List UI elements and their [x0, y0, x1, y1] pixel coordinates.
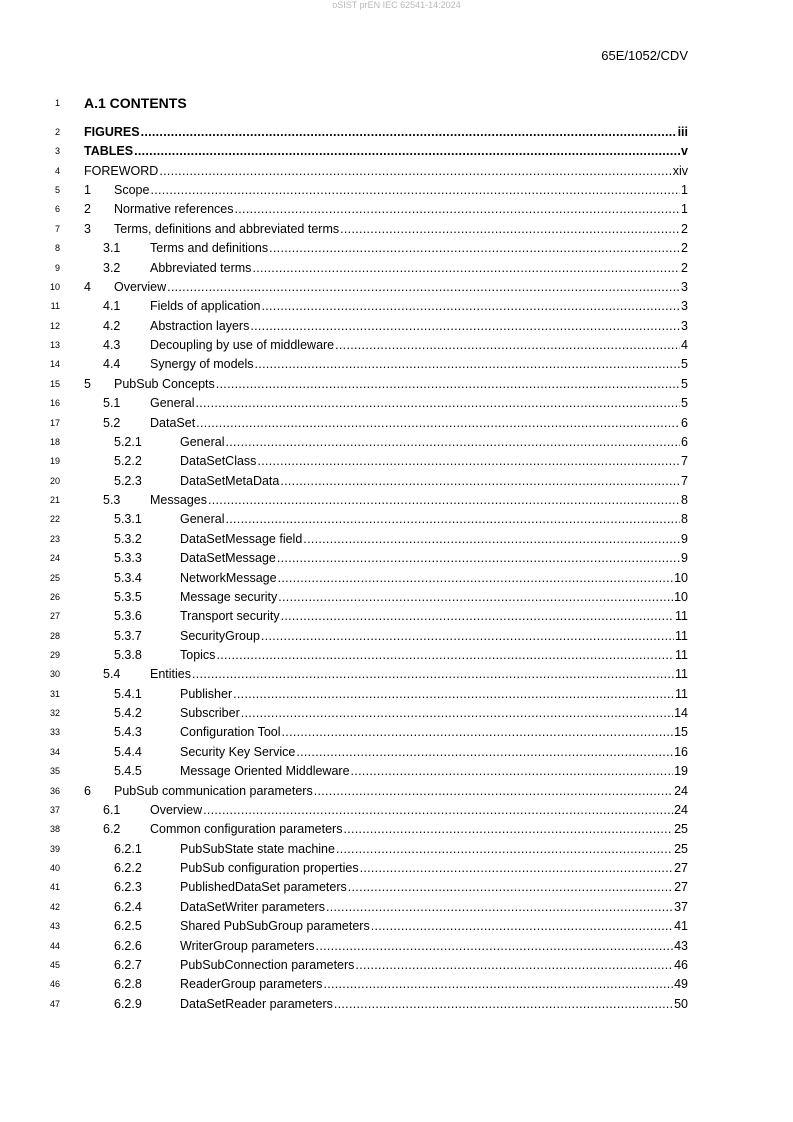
line-number: 18 [49, 436, 60, 447]
toc-entry-title: NetworkMessage [180, 570, 277, 585]
line-number: 1 [54, 98, 60, 108]
line-number: 26 [49, 591, 60, 602]
toc-page-number: 10 [674, 570, 688, 585]
toc-entry[interactable] [0, 376, 793, 392]
toc-entry[interactable] [0, 899, 793, 915]
toc-page-number: 1 [681, 183, 688, 198]
toc-page-number: 2 [681, 221, 688, 236]
toc-entry[interactable] [0, 724, 793, 740]
toc-entry[interactable] [0, 337, 793, 353]
toc-section-number: 3.2 [103, 260, 121, 275]
toc-entry-title: DataSetMetaData [180, 473, 280, 488]
dot-leader [371, 918, 673, 934]
toc-section-number: 2 [84, 202, 91, 217]
toc-section-number: 6.2.4 [114, 899, 142, 914]
toc-page-number: 46 [674, 957, 688, 972]
toc-entry-title: TABLES [84, 144, 134, 159]
line-number: 17 [49, 417, 60, 428]
line-number: 45 [49, 959, 60, 970]
toc-entry[interactable] [0, 570, 793, 586]
toc-entry[interactable] [0, 686, 793, 702]
toc-entry-title: PubSubConnection parameters [180, 957, 355, 972]
toc-entry[interactable] [0, 163, 793, 179]
toc-entry-title: DataSetClass [180, 454, 257, 469]
toc-entry-title: Normative references [114, 202, 234, 217]
toc-entry-title: Entities [150, 667, 191, 682]
toc-entry-title: General [150, 396, 195, 411]
toc-page-number: 6 [681, 434, 688, 449]
dot-leader [216, 647, 674, 663]
line-number: 21 [49, 495, 60, 506]
toc-section-number: 5.3.8 [114, 647, 142, 662]
toc-page-number: 6 [681, 415, 688, 430]
line-number: 22 [49, 514, 60, 525]
line-number: 24 [49, 553, 60, 564]
dot-leader [340, 221, 680, 237]
toc-entry-title: SecurityGroup [180, 628, 260, 643]
dot-leader [281, 608, 674, 624]
line-number: 10 [49, 281, 60, 292]
toc-entry-title: PublishedDataSet parameters [180, 880, 347, 895]
toc-section-number: 6.2.8 [114, 977, 142, 992]
toc-entry[interactable] [0, 298, 793, 314]
toc-page-number: 25 [674, 822, 688, 837]
toc-entry[interactable] [0, 976, 793, 992]
toc-section-number: 5.3.5 [114, 589, 142, 604]
toc-entry[interactable] [0, 589, 793, 605]
toc-entry-title: PubSubState state machine [180, 841, 335, 856]
dot-leader [335, 337, 680, 353]
toc-entry-title: PubSub Concepts [114, 376, 215, 391]
toc-entry-title: DataSetMessage [180, 551, 276, 566]
toc-entry-title: Scope [114, 183, 150, 198]
toc-entry-title: Fields of application [150, 299, 261, 314]
toc-page-number: 25 [674, 841, 688, 856]
line-number: 32 [49, 708, 60, 719]
toc-page-number: 15 [674, 725, 688, 740]
dot-leader [150, 182, 680, 198]
dot-leader [159, 163, 671, 179]
dot-leader [208, 492, 680, 508]
toc-entry[interactable] [0, 705, 793, 721]
toc-entry-title: Common configuration parameters [150, 822, 343, 837]
toc-entry[interactable] [0, 879, 793, 895]
line-number: 36 [49, 785, 60, 796]
toc-section-number: 4 [84, 279, 91, 294]
toc-entry[interactable] [0, 240, 793, 256]
toc-section-number: 6.2.9 [114, 996, 142, 1011]
toc-section-number: 5.3.2 [114, 531, 142, 546]
toc-page-number: 49 [674, 977, 688, 992]
line-number: 38 [49, 824, 60, 835]
line-number: 40 [49, 863, 60, 874]
toc-entry[interactable] [0, 473, 793, 489]
line-number: 44 [49, 940, 60, 951]
toc-entry[interactable] [0, 318, 793, 334]
toc-page-number: 10 [674, 589, 688, 604]
toc-section-number: 5.4.2 [114, 706, 142, 721]
dot-leader [316, 938, 674, 954]
line-number: 37 [49, 804, 60, 815]
toc-entry[interactable] [0, 783, 793, 799]
dot-leader [334, 996, 673, 1012]
toc-entry[interactable] [0, 201, 793, 217]
dot-leader [326, 899, 673, 915]
toc-page-number: 3 [681, 279, 688, 294]
toc-entry[interactable] [0, 415, 793, 431]
document-id: 65E/1052/CDV [601, 48, 688, 63]
line-number: 2 [54, 127, 60, 137]
dot-leader [323, 976, 673, 992]
toc-page-number: 7 [681, 454, 688, 469]
line-number: 6 [54, 204, 60, 215]
toc-entry[interactable] [0, 182, 793, 198]
toc-page-number: 24 [674, 802, 688, 817]
toc-section-number: 5.3.7 [114, 628, 142, 643]
line-number: 47 [49, 998, 60, 1009]
toc-entry[interactable] [0, 221, 793, 237]
line-number: 8 [54, 243, 60, 254]
toc-section-number: 3 [84, 221, 91, 236]
dot-leader [235, 201, 681, 217]
toc-section-number: 6.2.6 [114, 938, 142, 953]
line-number: 9 [54, 262, 60, 273]
toc-entry[interactable] [0, 608, 793, 624]
line-number: 12 [49, 320, 60, 331]
toc-page-number: 24 [674, 783, 688, 798]
line-number: 39 [49, 843, 60, 854]
line-number: 7 [54, 223, 60, 234]
toc-page-number: 7 [681, 473, 688, 488]
toc-page-number: iii [677, 125, 688, 139]
toc-section-number: 6.2 [103, 822, 121, 837]
toc-page-number: 2 [681, 241, 688, 256]
dot-leader [343, 821, 673, 837]
toc-page-number: 9 [681, 531, 688, 546]
toc-section-number: 1 [84, 183, 91, 198]
toc-entry-title: Decoupling by use of middleware [150, 338, 335, 353]
toc-entry[interactable] [0, 628, 793, 644]
dot-leader [303, 531, 680, 547]
toc-entry-title: FOREWORD [84, 163, 159, 178]
line-number: 5 [54, 185, 60, 196]
toc-entry-title: Configuration Tool [180, 725, 281, 740]
line-number: 13 [49, 340, 60, 351]
dot-leader [225, 511, 680, 527]
toc-entry[interactable] [0, 860, 793, 876]
contents-title: A.1 CONTENTS [84, 95, 187, 111]
toc-entry-title: Topics [180, 647, 216, 662]
toc-entry[interactable] [0, 821, 793, 837]
toc-section-number: 4.4 [103, 357, 121, 372]
toc-entry-title: Synergy of models [150, 357, 254, 372]
toc-entry-title: General [180, 512, 225, 527]
dot-leader [336, 841, 673, 857]
line-number: 34 [49, 746, 60, 757]
line-number: 19 [49, 456, 60, 467]
line-number: 29 [49, 649, 60, 660]
toc-entry-title: DataSetReader parameters [180, 996, 333, 1011]
toc-page-number: v [681, 144, 688, 159]
dot-leader [314, 783, 673, 799]
toc-section-number: 5.2.2 [114, 454, 142, 469]
dot-leader [167, 279, 680, 295]
line-number: 35 [49, 766, 60, 777]
toc-entry[interactable] [0, 938, 793, 954]
toc-page-number: 27 [674, 861, 688, 876]
dot-leader [250, 318, 680, 334]
toc-section-number: 6.2.1 [114, 841, 142, 856]
toc-section-number: 5.3.1 [114, 512, 142, 527]
toc-entry-title: Terms, definitions and abbreviated terms [114, 221, 340, 236]
toc-entry[interactable] [0, 511, 793, 527]
toc-entry-title: Terms and definitions [150, 241, 269, 256]
toc-section-number: 5.3.6 [114, 609, 142, 624]
toc-page-number: 43 [674, 938, 688, 953]
toc-page-number: 5 [681, 376, 688, 391]
toc-entry-title: Security Key Service [180, 744, 296, 759]
toc-entry-title: ReaderGroup parameters [180, 977, 323, 992]
dot-leader [351, 763, 674, 779]
dot-leader [280, 473, 680, 489]
line-number: 15 [49, 378, 60, 389]
dot-leader [296, 744, 673, 760]
toc-section-number: 5.2.1 [114, 434, 142, 449]
dot-leader [134, 143, 680, 159]
dot-leader [252, 260, 680, 276]
toc-section-number: 5.3.4 [114, 570, 142, 585]
toc-section-number: 5.1 [103, 396, 121, 411]
toc-entry-title: Abstraction layers [150, 318, 250, 333]
toc-section-number: 6.2.7 [114, 957, 142, 972]
dot-leader [192, 666, 674, 682]
toc-section-number: 5.4.1 [114, 686, 142, 701]
toc-entry-title: DataSetWriter parameters [180, 899, 325, 914]
toc-section-number: 3.1 [103, 241, 121, 256]
toc-entry-title: FIGURES [84, 125, 140, 139]
toc-entry[interactable] [0, 124, 793, 140]
toc-section-number: 5.3.3 [114, 551, 142, 566]
toc-entry-title: DataSet [150, 415, 196, 430]
toc-entry-title: Message security [180, 589, 278, 604]
toc-section-number: 6 [84, 783, 91, 798]
dot-leader [278, 589, 673, 605]
toc-entry[interactable] [0, 279, 793, 295]
dot-leader [203, 802, 673, 818]
line-number: 42 [49, 901, 60, 912]
toc-page-number: 1 [681, 202, 688, 217]
toc-page-number: 2 [681, 260, 688, 275]
dot-leader [141, 124, 677, 140]
line-number: 4 [54, 165, 60, 176]
toc-entry[interactable] [0, 744, 793, 760]
dot-leader [278, 570, 674, 586]
line-number: 14 [49, 359, 60, 370]
toc-page-number: 11 [675, 686, 688, 701]
line-number: 33 [49, 727, 60, 738]
toc-entry-title: PubSub configuration properties [180, 861, 359, 876]
dot-leader [196, 415, 680, 431]
dot-leader [261, 298, 680, 314]
toc-entry[interactable] [0, 531, 793, 547]
contents-heading-row [0, 95, 793, 111]
line-number: 23 [49, 533, 60, 544]
toc-page-number: 3 [681, 299, 688, 314]
toc-entry-title: Overview [150, 802, 203, 817]
toc-page-number: 19 [674, 764, 688, 779]
line-number: 27 [49, 611, 60, 622]
toc-page-number: 8 [681, 512, 688, 527]
toc-section-number: 4.3 [103, 338, 121, 353]
line-number: 3 [54, 146, 60, 157]
toc-entry-title: Messages [150, 493, 207, 508]
toc-section-number: 5.2.3 [114, 473, 142, 488]
toc-entry-title: Publisher [180, 686, 233, 701]
dot-leader [233, 686, 674, 702]
toc-entry[interactable] [0, 492, 793, 508]
toc-entry-title: WriterGroup parameters [180, 938, 315, 953]
toc-entry[interactable] [0, 453, 793, 469]
line-number: 41 [49, 882, 60, 893]
toc-entry-title: Message Oriented Middleware [180, 764, 350, 779]
dot-leader [360, 860, 674, 876]
toc-page-number: 3 [681, 318, 688, 333]
toc-section-number: 5.4.3 [114, 725, 142, 740]
toc-page-number: 27 [674, 880, 688, 895]
dot-leader [257, 453, 680, 469]
toc-section-number: 5.4 [103, 667, 121, 682]
dot-leader [225, 434, 680, 450]
toc-entry[interactable] [0, 550, 793, 566]
dot-leader [269, 240, 680, 256]
toc-entry[interactable] [0, 763, 793, 779]
toc-section-number: 5.2 [103, 415, 121, 430]
toc-entry-title: General [180, 434, 225, 449]
toc-page-number: xiv [672, 163, 688, 178]
toc-entry-title: DataSetMessage field [180, 531, 303, 546]
toc-entry[interactable] [0, 957, 793, 973]
toc-section-number: 5 [84, 376, 91, 391]
toc-page-number: 16 [674, 744, 688, 759]
toc-section-number: 4.1 [103, 299, 121, 314]
toc-page-number: 8 [681, 493, 688, 508]
toc-page-number: 41 [674, 919, 688, 934]
dot-leader [355, 957, 673, 973]
toc-entry[interactable] [0, 918, 793, 934]
dot-leader [255, 356, 681, 372]
toc-page-number: 11 [675, 609, 688, 624]
line-number: 46 [49, 979, 60, 990]
toc-section-number: 5.4.5 [114, 764, 142, 779]
toc-entry-title: Shared PubSubGroup parameters [180, 919, 370, 934]
toc-page-number: 11 [675, 628, 688, 643]
toc-page-number: 11 [675, 667, 688, 682]
line-number: 30 [49, 669, 60, 680]
toc-section-number: 6.2.3 [114, 880, 142, 895]
toc-entry[interactable] [0, 666, 793, 682]
dot-leader [282, 724, 674, 740]
dot-leader [261, 628, 674, 644]
toc-page-number: 11 [675, 647, 688, 662]
toc-entry[interactable] [0, 356, 793, 372]
watermark: oSIST prEN IEC 62541-14:2024 [332, 0, 461, 10]
line-number: 16 [49, 398, 60, 409]
toc-page-number: 9 [681, 551, 688, 566]
dot-leader [216, 376, 680, 392]
toc-entry-title: Subscriber [180, 706, 240, 721]
dot-leader [348, 879, 673, 895]
toc-entry[interactable] [0, 395, 793, 411]
line-number: 11 [50, 301, 60, 312]
toc-page-number: 37 [674, 899, 688, 914]
toc-entry[interactable] [0, 841, 793, 857]
dot-leader [195, 395, 680, 411]
toc-entry[interactable] [0, 434, 793, 450]
toc-section-number: 6.1 [103, 802, 121, 817]
line-number: 28 [49, 630, 60, 641]
dot-leader [277, 550, 680, 566]
dot-leader [241, 705, 673, 721]
toc-page-number: 50 [674, 996, 688, 1011]
toc-page-number: 14 [674, 706, 688, 721]
line-number: 20 [49, 475, 60, 486]
toc-page-number: 5 [681, 357, 688, 372]
toc-entry-title: Overview [114, 279, 167, 294]
toc-entry[interactable] [0, 260, 793, 276]
toc-entry[interactable] [0, 802, 793, 818]
toc-entry[interactable] [0, 996, 793, 1012]
toc-section-number: 5.4.4 [114, 744, 142, 759]
toc-entry[interactable] [0, 647, 793, 663]
line-number: 43 [49, 921, 60, 932]
toc-section-number: 5.3 [103, 493, 121, 508]
toc-section-number: 6.2.2 [114, 861, 142, 876]
toc-page-number: 5 [681, 396, 688, 411]
toc-section-number: 4.2 [103, 318, 121, 333]
toc-section-number: 6.2.5 [114, 919, 142, 934]
line-number: 25 [49, 572, 60, 583]
toc-entry-title: Transport security [180, 609, 280, 624]
toc-page-number: 4 [681, 338, 688, 353]
toc-entry[interactable] [0, 143, 793, 159]
toc-entry-title: Abbreviated terms [150, 260, 252, 275]
line-number: 31 [49, 688, 60, 699]
toc-entry-title: PubSub communication parameters [114, 783, 313, 798]
